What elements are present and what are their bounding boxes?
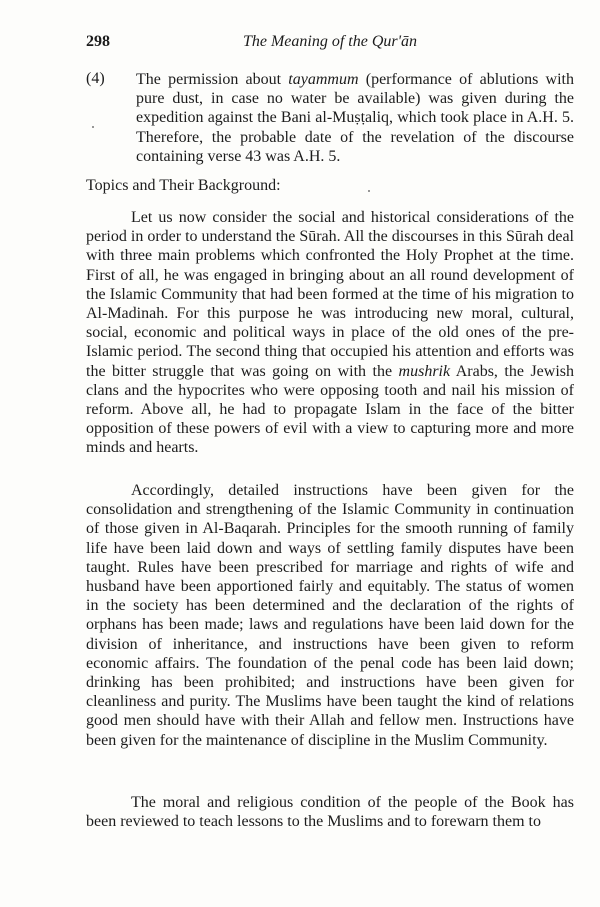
- text-run: Accordingly, detailed instructions have been given for the consolidation and strengthening of the Islamic Community in continuation of those given in Al-Baqarah. Principles for the smooth running of family life have been laid down and ways of settling family disputes have been taught. Rules have been prescribed for marriage and rights of wife and husband have been apportioned fairly and equitably. The status of women in the society has been determined and the declaration of the rights of orphans has been made; laws and regulations have been laid down for the division of inheritance, and instructions have been given to reform economic affairs. The foundation of the penal code has been laid down; drinking has been prohibited; and instructions have been given for cleanliness and purity. The Muslims have been taught the kind of relations good men should have with their Allah and fellow men. Instructions have been given for the maintenance of discipline in the Muslim Community.: [86, 482, 574, 749]
- page-header: [86, 33, 574, 55]
- italic-term: mushrik: [398, 362, 451, 380]
- print-speck: [92, 126, 94, 128]
- text-run: The permission about: [136, 71, 289, 88]
- running-title: The Meaning of the Qur'ān: [242, 33, 418, 50]
- page-number: 298: [86, 33, 110, 50]
- body-paragraph: [86, 793, 574, 831]
- text-run: The moral and religious condition of the people of the Book has been reviewed to teach lessons to the Muslims and to forewarn them to: [86, 794, 574, 831]
- italic-term: tayammum: [288, 71, 359, 88]
- note-text: [136, 70, 574, 166]
- text-run: (performance of ablutions with pure dust, in case no water be available) was given during the expedition against the Bani al-Muṣṭaliq, which took place in A.H. 5. Therefore, the probable date of the revelation of the discourse containing verse 43 was A.H. 5.: [136, 71, 574, 165]
- body-paragraph: [86, 481, 574, 750]
- body-paragraph: [86, 208, 574, 458]
- note-number: (4): [86, 70, 105, 87]
- print-speck: [368, 190, 370, 192]
- section-heading: Topics and Their Background:: [86, 177, 281, 194]
- numbered-note: [86, 70, 574, 166]
- text-run: Arabs, the Jewish clans and the hypocrites who were opposing tooth and nail his mission of reform. Above all, he had to propagate Islam in the face of the bitter opposition of these powers of evil with a view to capturing more and more minds and hearts.: [86, 362, 574, 457]
- text-run: Let us now consider the social and historical considerations of the period in order to understand the Sūrah. All the discourses in this Sūrah deal with three main problems which confronted the Holy Prophet at the time. First of all, he was engaged in bringing about an all round development of the Islamic Community that had been formed at the time of his migration to Al-Madinah. For this purpose he was introducing new moral, cultural, social, economic and political ways in place of the old ones of the pre-Islamic period. The second thing that occupied his attention and efforts was the bitter struggle that was going on with the: [86, 209, 574, 380]
